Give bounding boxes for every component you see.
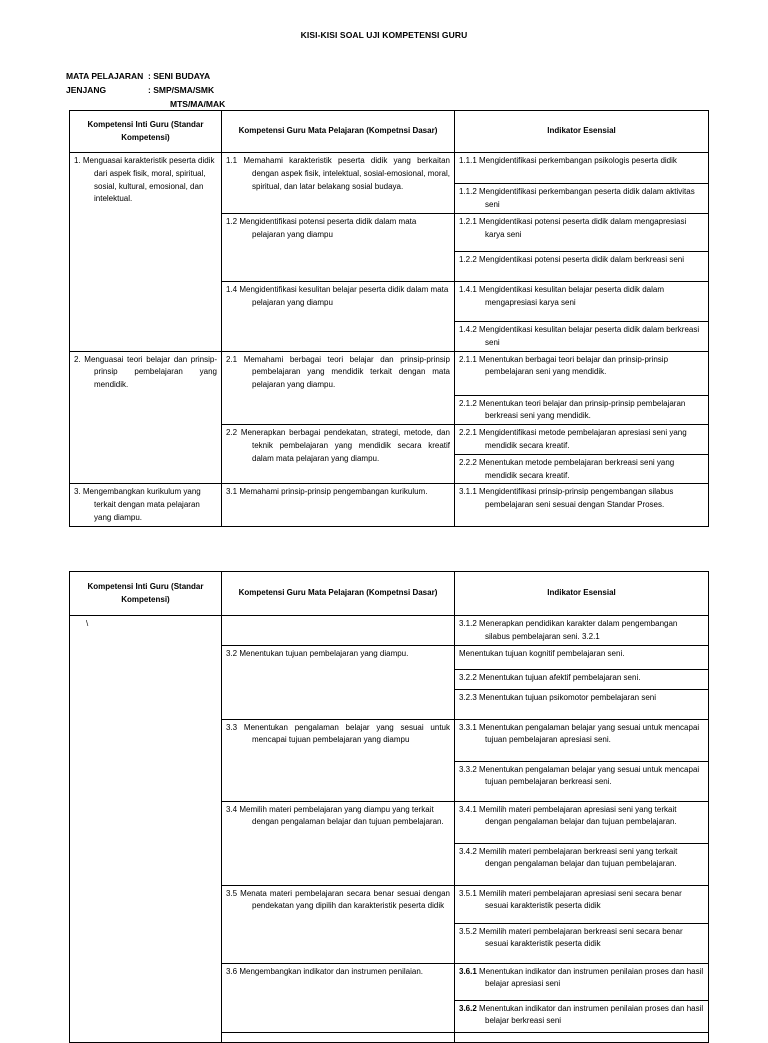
ie-cell-3-3-1: 3.3.1 Menentukan pengalaman belajar yang sesuai untuk mencapai tujuan pembelajaran apresiasi seni.	[455, 719, 709, 761]
mapel-label: MATA PELAJARAN	[66, 71, 144, 81]
header-kompetensi-dasar: Kompetensi Guru Mata Pelajaran (Kompetnsi Dasar)	[222, 572, 455, 616]
meta-row-mapel	[66, 69, 225, 83]
table-row	[70, 351, 709, 395]
ie-cell-3-2-3: 3.2.3 Menentukan tujuan psikomotor pembelajaran seni	[455, 689, 709, 719]
ie-cell-1-2-1: 1.2.1 Mengidentikasi potensi peserta didik dalam mengapresiasi karya seni	[455, 214, 709, 252]
header-indikator: Indikator Esensial	[455, 111, 709, 153]
kd-cell-3-3: 3.3 Menentukan pengalaman belajar yang sesuai untuk mencapai tujuan pembelajaran yang diampu	[222, 719, 455, 801]
kd-cell-1-4: 1.4 Mengidentifikasi kesulitan belajar peserta didik dalam mata pelajaran yang diampu	[222, 282, 455, 352]
jenjang-value: : SMP/SMA/SMK	[148, 85, 215, 95]
ki-cell-1: 1. Menguasai karakteristik peserta didik dari aspek fisik, moral, spiritual, sosial, kultural, emosional, dan intelektual.	[70, 153, 222, 352]
ie-cell-3-4-1: 3.4.1 Memilih materi pembelajaran apresiasi seni yang terkait dengan pengalaman belajar dan tujuan pembelajaran.	[455, 801, 709, 843]
ki-cell-2: 2. Menguasai teori belajar dan prinsip-prinsip pembelajaran yang mendidik.	[70, 351, 222, 484]
kisi-table-1	[69, 110, 709, 527]
kd-cell-3-1: 3.1 Memahami prinsip-prinsip pengembangan kurikulum.	[222, 484, 455, 526]
meta-row-jenjang	[66, 83, 225, 97]
kd-cell-3-5: 3.5 Menata materi pembelajaran secara benar sesuai dengan pendekatan yang dipilih dan karakteristik peserta didik	[222, 885, 455, 963]
mapel-value: : SENI BUDAYA	[148, 71, 211, 81]
jenjang-value-2: MTS/MA/MAK	[170, 99, 226, 109]
table-header-row	[70, 111, 709, 153]
ie-cell-2-2-2: 2.2.2 Menentukan metode pembelajaran berkreasi seni yang mendidik secara kreatif.	[455, 454, 709, 484]
kd-cell-1-2: 1.2 Mengidentifikasi potensi peserta didik dalam mata pelajaran yang diampu	[222, 214, 455, 282]
ie-cell-1-1-1: 1.1.1 Mengidentifikasi perkembangan psikologis peserta didik	[455, 153, 709, 184]
header-kompetensi-dasar: Kompetensi Guru Mata Pelajaran (Kompetnsi Dasar)	[222, 111, 455, 153]
ie-cell-3-5-2: 3.5.2 Memilih materi pembelajaran berkreasi seni secara benar sesuai karakteristik peserta didik	[455, 923, 709, 963]
header-kompetensi-inti: Kompetensi Inti Guru (Standar Kompetensi)	[70, 111, 222, 153]
kd-cell-2-1: 2.1 Memahami berbagai teori belajar dan prinsip-prinsip pembelajaran yang mendidik terkait dengan mata pelajaran yang diampu.	[222, 351, 455, 425]
ie-cell-3-1-1: 3.1.1 Mengidentifikasi prinsip-prinsip pengembangan silabus pembelajaran seni sesuai dengan Standar Proses.	[455, 484, 709, 526]
document-meta	[66, 69, 225, 111]
table-row	[70, 153, 709, 184]
jenjang-label: JENJANG	[66, 85, 107, 95]
ki-cell-3: 3. Mengembangkan kurikulum yang terkait dengan mata pelajaran yang diampu.	[70, 484, 222, 526]
kd-cell-1-1: 1.1 Memahami karakteristik peserta didik yang berkaitan dengan aspek fisik, intelektual, sosial-emosional, moral, spiritual, dan latar belakang sosial budaya.	[222, 153, 455, 214]
kd-cell-2-2: 2.2 Menerapkan berbagai pendekatan, strategi, metode, dan teknik pembelajaran yang mendidik secara kreatif dalam mata pelajaran yang diampu.	[222, 425, 455, 484]
ie-cell-3-5-1: 3.5.1 Memilih materi pembelajaran apresiasi seni secara benar sesuai karakteristik peserta didik	[455, 885, 709, 923]
ie-cell-1-4-2: 1.4.2 Mengidentikasi kesulitan belajar peserta didik dalam berkreasi seni	[455, 322, 709, 352]
ie-cell-1-4-1: 1.4.1 Mengidentikasi kesulitan belajar peserta didik dalam mengapresiasi karya seni	[455, 282, 709, 322]
table-header-row	[70, 572, 709, 616]
ki-cell-3-continued: \	[70, 616, 222, 1043]
header-kompetensi-inti: Kompetensi Inti Guru (Standar Kompetensi)	[70, 572, 222, 616]
ie-cell-1-1-2: 1.1.2 Mengidentifikasi perkembangan peserta didik dalam aktivitas seni	[455, 184, 709, 214]
ie-cell-3-2-2: 3.2.2 Menentukan tujuan afektif pembelajaran seni.	[455, 669, 709, 689]
kd-cell-3-6: 3.6 Mengembangkan indikator dan instrumen penilaian.	[222, 963, 455, 1032]
table-row	[70, 616, 709, 646]
header-indikator: Indikator Esensial	[455, 572, 709, 616]
ie-cell-3-2-1: Menentukan tujuan kognitif pembelajaran seni.	[455, 645, 709, 669]
kd-cell-3-1-continued	[222, 616, 455, 646]
table-row	[70, 484, 709, 526]
ie-cell-1-2-2: 1.2.2 Mengidentikasi potensi peserta didik dalam berkreasi seni	[455, 252, 709, 282]
ie-cell-3-3-2: 3.3.2 Menentukan pengalaman belajar yang sesuai untuk mencapai tujuan pembelajaran berkreasi seni.	[455, 761, 709, 801]
ie-cell-2-1-1: 2.1.1 Menentukan berbagai teori belajar dan prinsip-prinsip pembelajaran seni yang mendidik.	[455, 351, 709, 395]
kisi-table-2	[69, 571, 709, 1043]
ie-cell-3-4-2: 3.4.2 Memilih materi pembelajaran berkreasi seni yang terkait dengan pengalaman belajar dan tujuan pembelajaran.	[455, 843, 709, 885]
kd-cell-3-2: 3.2 Menentukan tujuan pembelajaran yang diampu.	[222, 645, 455, 719]
ie-cell-cut	[455, 1032, 709, 1042]
kd-cell-3-4: 3.4 Memilih materi pembelajaran yang diampu yang terkait dengan pengalaman belajar dan tujuan pembelajaran.	[222, 801, 455, 885]
ie-cell-3-6-2: 3.6.2 Menentukan indikator dan instrumen penilaian proses dan hasil belajar berkreasi seni	[455, 1000, 709, 1032]
ie-cell-3-1-2: 3.1.2 Menerapkan pendidikan karakter dalam pengembangan silabus pembelajaran seni. 3.2.1	[455, 616, 709, 646]
ie-cell-2-2-1: 2.2.1 Mengidentifikasi metode pembelajaran apresiasi seni yang mendidik secara kreatif.	[455, 425, 709, 455]
ie-cell-2-1-2: 2.1.2 Menentukan teori belajar dan prinsip-prinsip pembelajaran berkreasi seni yang mendidik.	[455, 395, 709, 425]
kd-cell-cut	[222, 1032, 455, 1042]
document-title: KISI-KISI SOAL UJI KOMPETENSI GURU	[300, 30, 468, 40]
ie-cell-3-6-1: 3.6.1 Menentukan indikator dan instrumen penilaian proses dan hasil belajar apresiasi seni	[455, 963, 709, 1000]
